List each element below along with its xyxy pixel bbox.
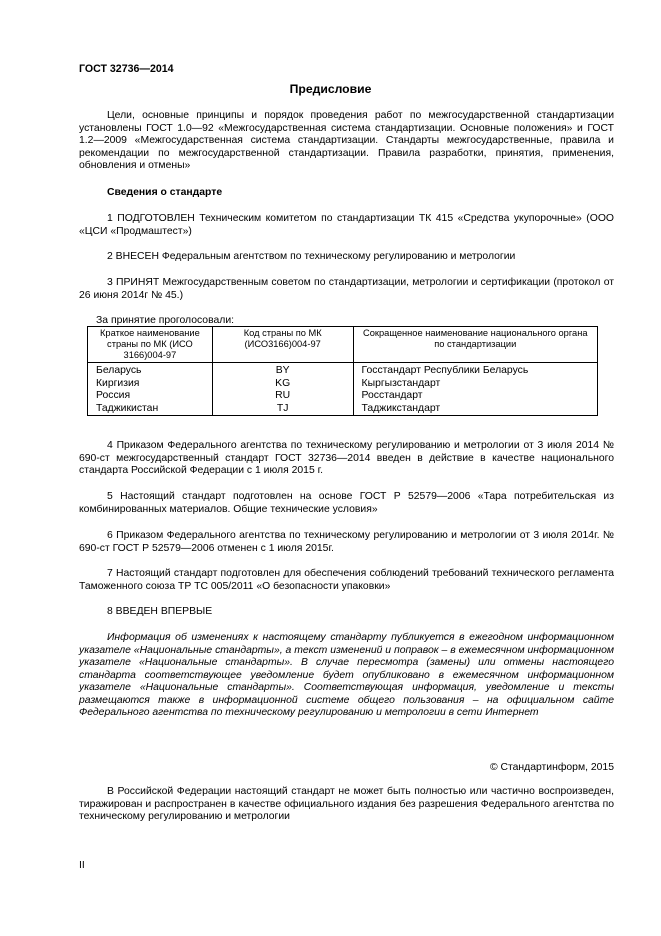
col-header-standards-body: Сокращенное наименование национального органа по стандартизации <box>353 327 597 363</box>
standards-body: Таджикстандарт <box>353 403 597 416</box>
table-row <box>88 390 598 403</box>
vote-table-caption: За принятие проголосовали: <box>96 315 235 326</box>
intro-paragraph: Цели, основные принципы и порядок проведения работ по межгосударственной стандартизации установлены ГОСТ 1.0—92 «Межгосударственная система стандартизации. Основные положения» и ГОСТ 1.2—2009 «Межгосударственная система стандартизации. Стандарты межгосударственные, правила и рекомендации по межгосударственной стандартизации. Правила разработки, принятия, применения, обновления и отмены» <box>79 110 614 171</box>
table-row <box>88 363 598 378</box>
table-row <box>88 403 598 416</box>
table-row <box>88 378 598 391</box>
standards-body: Росстандарт <box>353 390 597 403</box>
standard-code: ГОСТ 32736—2014 <box>79 63 174 75</box>
country-code: RU <box>212 390 353 403</box>
country-code: BY <box>212 363 353 378</box>
item-8-introduced: 8 ВВЕДЕН ВПЕРВЫЕ <box>107 606 213 617</box>
rights-notice: В Российской Федерации настоящий стандарт не может быть полностью или частично воспроизведен, тиражирован и распространен в качестве официального издания без разрешения Федерального агентства по техническому регулированию и метрологии <box>79 786 614 822</box>
col-header-country-name: Краткое наименование страны по МК (ИСО 3166)004-97 <box>88 327 213 363</box>
section-heading: Сведения о стандарте <box>107 187 223 198</box>
country-name: Киргизия <box>88 378 213 391</box>
vote-table-header-row <box>88 327 598 363</box>
page-title: Предисловие <box>289 82 372 96</box>
item-5-basis: 5 Настоящий стандарт подготовлен на основе ГОСТ Р 52579—2006 «Тара потребительская из комбинированных материалов. Общие технические условия» <box>79 491 614 515</box>
copyright-line: © Стандартинформ, 2015 <box>489 762 614 773</box>
country-name: Беларусь <box>88 363 213 378</box>
item-7-purpose: 7 Настоящий стандарт подготовлен для обеспечения соблюдений требований технического регламента Таможенного союза ТР ТС 005/2011 «О безопасности упаковки» <box>79 568 614 592</box>
page-number: II <box>79 860 85 871</box>
col-header-country-code: Код страны по МК (ИСО3166)004-97 <box>212 327 353 363</box>
country-code: TJ <box>212 403 353 416</box>
country-code: KG <box>212 378 353 391</box>
vote-table <box>87 326 598 416</box>
standards-body: Госстандарт Республики Беларусь <box>353 363 597 378</box>
country-name: Таджикистан <box>88 403 213 416</box>
item-4-order: 4 Приказом Федерального агентства по техническому регулированию и метрологии от 3 июля 2014 № 690-ст межгосударственный стандарт ГОСТ 32736—2014 введен в действие в качестве национального стандарта Российской Федерации с 1 июля 2015 г. <box>79 440 614 476</box>
item-2-submitted: 2 ВНЕСЕН Федеральным агентством по техническому регулированию и метрологии <box>107 251 516 262</box>
item-3-adopted: 3 ПРИНЯТ Межгосударственным советом по стандартизации, метрологии и сертификации (протокол от 26 июня 2014г № 45.) <box>79 277 614 301</box>
item-1-prepared: 1 ПОДГОТОВЛЕН Техническим комитетом по стандартизации ТК 415 «Средства укупорочные» (ООО «ЦСИ «Продмаштест») <box>79 213 614 237</box>
country-name: Россия <box>88 390 213 403</box>
standards-body: Кыргызстандарт <box>353 378 597 391</box>
change-info-notice: Информация об изменениях к настоящему стандарту публикуется в ежегодном информационном указателе «Национальные стандарты», а текст изменений и поправок – в ежемесячном информационном указателе «Национальные стандарты». В случае пересмотра (замены) или отмены настоящего стандарта соответствующее уведомление будет опубликовано в ежемесячном информационном указателе «Национальные стандарты». Соответствующая информация, уведомление и тексты размещаются также в информационной системе общего пользования – на официальном сайте Федерального агентства по техническому регулированию и метрологии в сети Интернет <box>79 632 614 718</box>
item-6-cancellation: 6 Приказом Федерального агентства по техническому регулированию и метрологии от 3 июля 2014г. № 690-ст ГОСТ Р 52579—2006 отменен с 1 июля 2015г. <box>79 530 614 554</box>
